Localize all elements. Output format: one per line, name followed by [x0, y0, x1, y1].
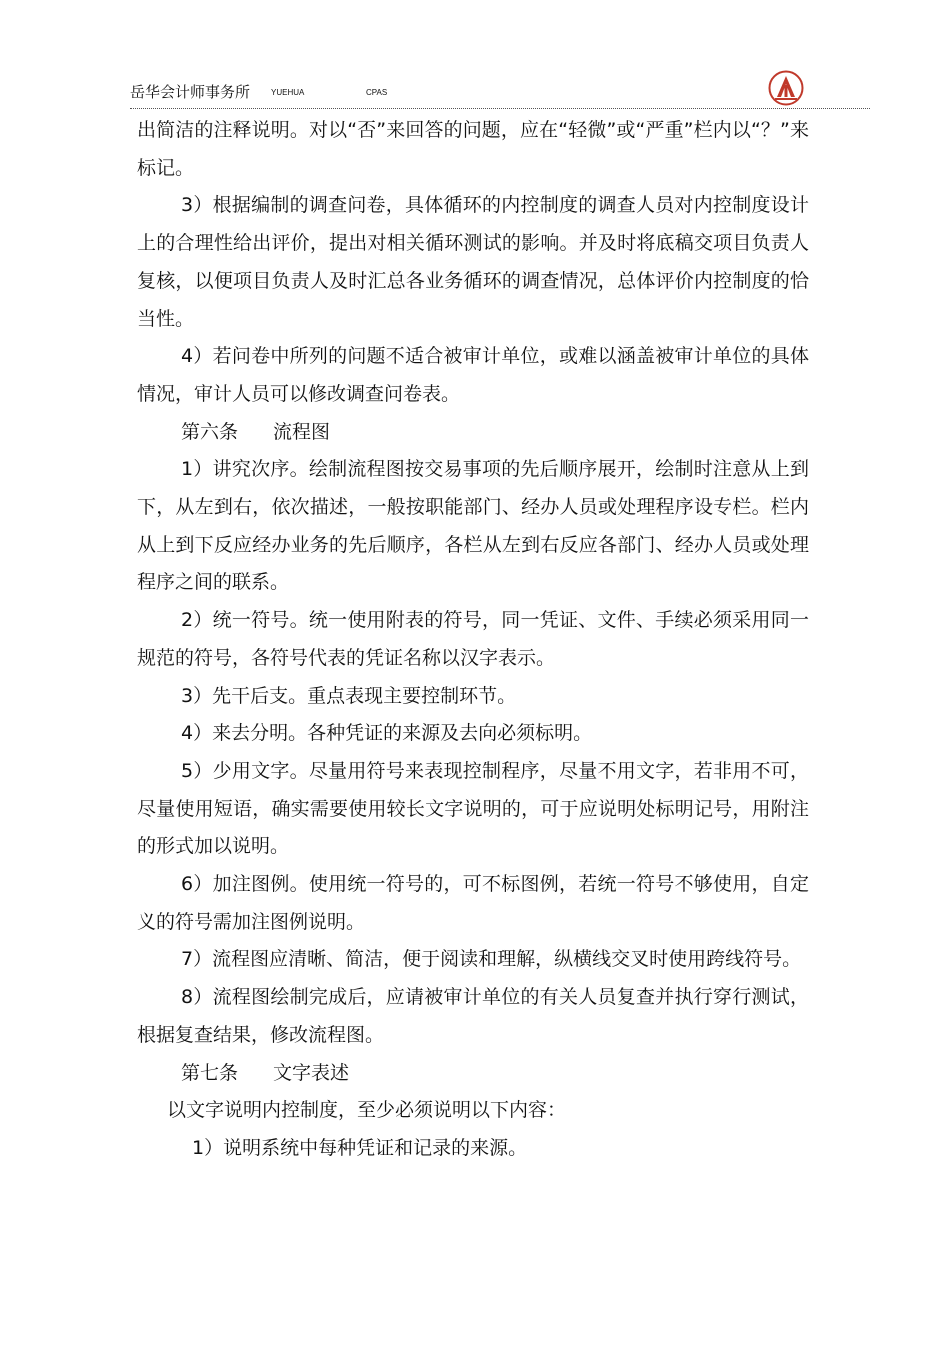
paragraph: 2）统一符号。统一使用附表的符号，同一凭证、文件、手续必须采用同一规范的符号，各符号代表的凭证名称以汉字表示。 [137, 609, 809, 669]
section-number: 第六条 [181, 420, 239, 443]
firm-cpas-label: CPAS [366, 88, 388, 97]
section-number: 第七条 [181, 1061, 239, 1084]
paragraph: 1）讲究次序。绘制流程图按交易事项的先后顺序展开，绘制时注意从上到下，从左到右，依次描述，一般按职能部门、经办人员或处理程序设专栏。栏内从上到下反应经办业务的先后顺序，各栏从左到右反应各部门、经办人员或处理程序之间的联系。 [137, 458, 809, 594]
firm-name-chinese: 岳华会计师事务所 [130, 83, 251, 101]
firm-name-english: YUEHUA [271, 88, 305, 97]
paragraph: 3）根据编制的调查问卷，具体循环的内控制度的调查人员对内控制度设计上的合理性给出评价，提出对相关循环测试的影响。并及时将底稿交项目负责人复核，以便项目负责人及时汇总各业务循环的调查情况，总体评价内控制度的恰当性。 [137, 194, 809, 330]
section-heading-6 [137, 414, 809, 452]
document-body [137, 112, 809, 1168]
firm-logo-icon [768, 70, 804, 106]
paragraph: 5）少用文字。尽量用符号来表现控制程序，尽量不用文字，若非用不可，尽量使用短语，确实需要使用较长文字说明的，可于应说明处标明记号，用附注的形式加以说明。 [137, 759, 809, 858]
section-title: 流程图 [273, 420, 331, 443]
header-divider [130, 108, 870, 109]
section-title: 文字表述 [273, 1061, 350, 1084]
paragraph: 出简洁的注释说明。对以“否”来回答的问题，应在“轻微”或“严重”栏内以“？”来标记。 [137, 119, 809, 179]
paragraph: 6）加注图例。使用统一符号的，可不标图例，若统一符号不够使用，自定义的符号需加注图例说明。 [137, 873, 809, 933]
paragraph: 7）流程图应清晰、简洁，便于阅读和理解，纵横线交叉时使用跨线符号。 [181, 948, 802, 971]
paragraph: 3）先干后支。重点表现主要控制环节。 [181, 684, 517, 707]
page-header [130, 82, 870, 108]
paragraph: 以文字说明内控制度，至少必须说明以下内容： [167, 1099, 567, 1122]
paragraph: 4）来去分明。各种凭证的来源及去向必须标明。 [181, 722, 593, 745]
paragraph: 4）若问卷中所列的问题不适合被审计单位，或难以涵盖被审计单位的具体情况，审计人员可以修改调查问卷表。 [137, 345, 809, 405]
paragraph: 1）说明系统中每种凭证和记录的来源。 [192, 1136, 528, 1159]
section-heading-7 [137, 1055, 809, 1093]
paragraph: 8）流程图绘制完成后，应请被审计单位的有关人员复查并执行穿行测试，根据复查结果，修改流程图。 [137, 986, 809, 1046]
